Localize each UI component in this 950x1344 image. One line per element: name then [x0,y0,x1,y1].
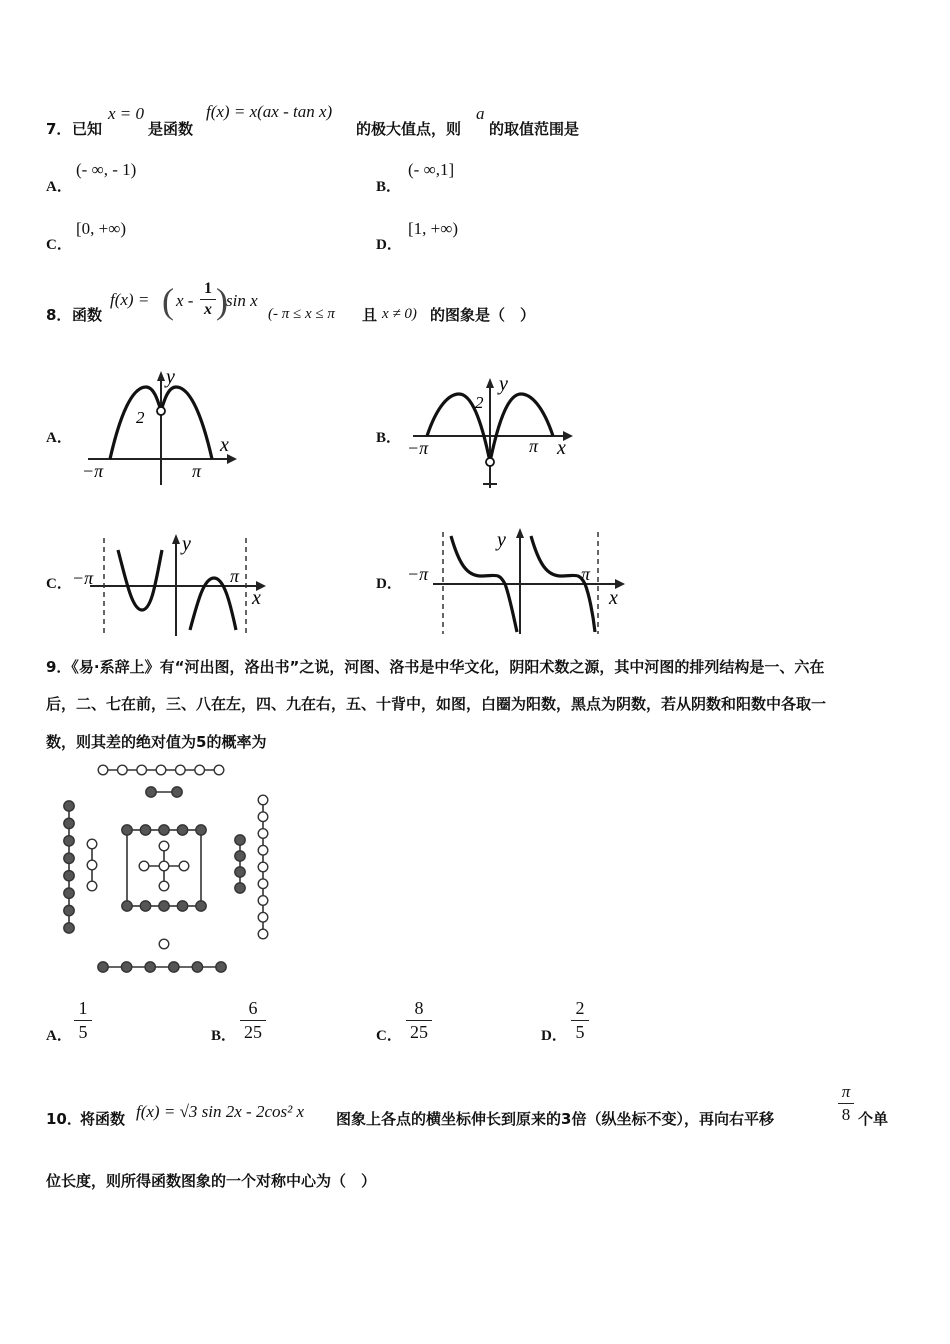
q8-option-b-label: B． [376,430,402,446]
q9-option-b-label: B． [211,1028,237,1044]
q10-function: f(x) = √3 sin 2x - 2cos² x [136,1102,304,1121]
q10-fraction-den: 8 [841,1105,851,1124]
pi-label: π [529,436,539,456]
yin-dot [192,962,202,972]
yang-circle [258,812,268,822]
neg-pi-label: −π [72,568,94,588]
q10-fraction-num: π [841,1082,851,1101]
fraction-bar [571,1020,589,1021]
yang-circle [258,795,268,805]
neg-pi-label: −π [82,461,104,481]
q9-option-b-num: 6 [248,998,258,1018]
q8-function-x: x - [176,291,194,310]
q7-text-mid: 是函数 [148,120,194,138]
y-label: y [166,366,175,388]
y-axis-arrow-icon [172,534,180,544]
q9-option-b-fraction [240,998,266,1043]
two-label: 2 [475,393,484,412]
q8-text-post: 的图象是（ ） [430,306,536,324]
q9-line-1: 9．《易·系辞上》有“河出图，洛出书”之说，河图、洛书是中华文化，阴阳术数之源，其中河图的排列结构是一、六在 [46,658,825,676]
yin-dot [196,825,206,835]
q9-option-b-den: 25 [244,1022,262,1042]
q7-option-d-label: D． [376,237,402,253]
y-axis-arrow-icon [516,528,524,538]
q9-option-c-den: 25 [410,1022,428,1042]
yang-circle [159,841,169,851]
neg-pi-label: −π [407,564,429,584]
yang-circle [179,861,189,871]
q9-option-c-label: C． [376,1028,402,1044]
yin-dot [235,835,245,845]
yin-dot [64,905,74,915]
q7-condition: x = 0 [108,104,145,123]
yin-dot [172,787,182,797]
q9-option-a-num: 1 [78,998,88,1018]
hetu-dots [64,765,268,972]
q7-option-b-value: (- ∞,1] [408,160,455,179]
yang-circle [258,896,268,906]
q7-option-a-value: (- ∞, - 1) [76,160,137,179]
q9-line-2: 后，二、七在前，三、八在左，四、九在右，五、十背中，如图，白圈为阳数，黑点为阴数，若从阴数和阳数中各取一 [46,695,827,713]
yang-circle [176,765,186,775]
y-label: y [499,373,508,395]
y-axis-arrow-icon [486,378,494,388]
fraction-bar [838,1103,854,1104]
yang-circle [139,861,149,871]
yin-dot [196,901,206,911]
q7-number: 7． [46,120,72,138]
pi-label: π [581,564,591,584]
q8-graph-c [70,530,275,640]
yang-circle [214,765,224,775]
q8-domain2: x ≠ 0) [382,306,417,322]
q9-option-a-den: 5 [78,1022,88,1042]
q10-stem [46,1082,906,1132]
q8-fraction-num: 1 [204,280,212,297]
q7-option-c-value: [0, +∞) [76,219,127,238]
q9-option-c-num: 8 [414,998,424,1018]
q9-option-d-label: D． [541,1028,567,1044]
q8-number: 8． [46,306,72,324]
yin-dot [64,888,74,898]
q7-text-post2: 的取值范围是 [489,120,580,138]
x-label: x [557,437,566,459]
yang-circle [137,765,147,775]
yang-circle [258,845,268,855]
q7-option-b-label: B． [376,179,402,195]
q9-option-d-num: 2 [575,998,585,1018]
q8-option-c-label: C． [46,576,72,592]
yin-dot [122,825,132,835]
q10-text-post: 个单 [858,1110,889,1128]
q7-option-a-label: A． [46,179,72,195]
neg-pi-label: −π [407,438,429,458]
q10-line-2: 位长度，则所得函数图象的一个对称中心为（ ） [46,1172,377,1190]
q8-option-d-label: D． [376,576,402,592]
q10-fraction [838,1082,854,1125]
q8-domain: (- π ≤ x ≤ π [268,306,335,322]
yin-dot [177,901,187,911]
yang-circle [195,765,205,775]
open-point [157,407,165,415]
q7-text-post1: 的极大值点，则 [356,120,462,138]
q8-and: 且 [362,306,378,324]
yin-dot [122,901,132,911]
yin-dot [159,825,169,835]
curve-left [118,550,162,610]
yang-circle [159,939,169,949]
yang-circle [258,879,268,889]
yang-circle [159,881,169,891]
q8-graph-b [405,370,580,495]
q8-option-a-label: A． [46,430,72,446]
yang-circle [159,861,169,871]
q10-text-mid: 图象上各点的横坐标伸长到原来的3倍（纵坐标不变），再向右平移 [336,1110,774,1128]
q9-option-d-den: 5 [575,1022,585,1042]
q7-variable: a [476,104,485,123]
q7-function: f(x) = x(ax - tan x) [206,102,333,121]
yin-dot [121,962,131,972]
q8-graph-a [80,365,245,490]
yang-circle [258,929,268,939]
x-label: x [609,587,618,609]
yang-circle [98,765,108,775]
yang-circle [258,862,268,872]
yin-dot [159,901,169,911]
q9-option-c-fraction [406,998,432,1043]
q7-option-d-value: [1, +∞) [408,219,459,238]
q8-paren-right: ) [216,281,228,321]
yang-circle [87,860,97,870]
q10-text-pre: 将函数 [80,1110,126,1128]
two-label: 2 [136,408,145,427]
yin-dot [216,962,226,972]
q9-line-3: 数，则其差的绝对值为5的概率为 [46,733,267,751]
q8-fraction [200,280,216,319]
yin-dot [146,787,156,797]
q8-fraction-bar [200,299,216,300]
q9-option-a-label: A． [46,1028,72,1044]
y-axis-arrow-icon [157,371,165,381]
open-point [486,458,494,466]
x-label: x [252,587,261,609]
y-label: y [497,529,506,551]
yin-dot [169,962,179,972]
yang-circle [87,881,97,891]
yang-circle [156,765,166,775]
q8-stem [46,282,646,332]
yang-circle [258,912,268,922]
q8-paren-left: ( [162,281,174,321]
yin-dot [145,962,155,972]
q7-option-c-label: C． [46,237,72,253]
yin-dot [64,818,74,828]
yin-dot [64,801,74,811]
yin-dot [64,871,74,881]
fraction-bar [406,1020,432,1021]
q9-option-d-fraction [571,998,589,1043]
q8-text-pre: 函数 [72,306,103,324]
yin-dot [177,825,187,835]
yin-dot [64,853,74,863]
yang-circle [258,829,268,839]
q8-function-lhs: f(x) = [110,290,150,309]
yin-dot [64,923,74,933]
yin-dot [140,825,150,835]
q8-function-rhs: sin x [226,291,258,310]
yang-circle [87,839,97,849]
fraction-bar [240,1020,266,1021]
q10-number: 10． [46,1110,82,1128]
q9-option-a-fraction [74,998,92,1043]
fraction-bar [74,1020,92,1021]
yin-dot [235,883,245,893]
yang-circle [118,765,128,775]
q7-text-pre: 已知 [72,120,103,138]
yin-dot [235,851,245,861]
pi-label: π [230,566,240,586]
q8-graph-d [405,524,630,639]
x-label: x [220,434,229,456]
yin-dot [98,962,108,972]
y-label: y [182,533,191,555]
yin-dot [235,867,245,877]
hetu-diagram [50,758,280,983]
yin-dot [140,901,150,911]
yin-dot [64,836,74,846]
pi-label: π [192,461,202,481]
q8-fraction-den: x [204,301,212,318]
